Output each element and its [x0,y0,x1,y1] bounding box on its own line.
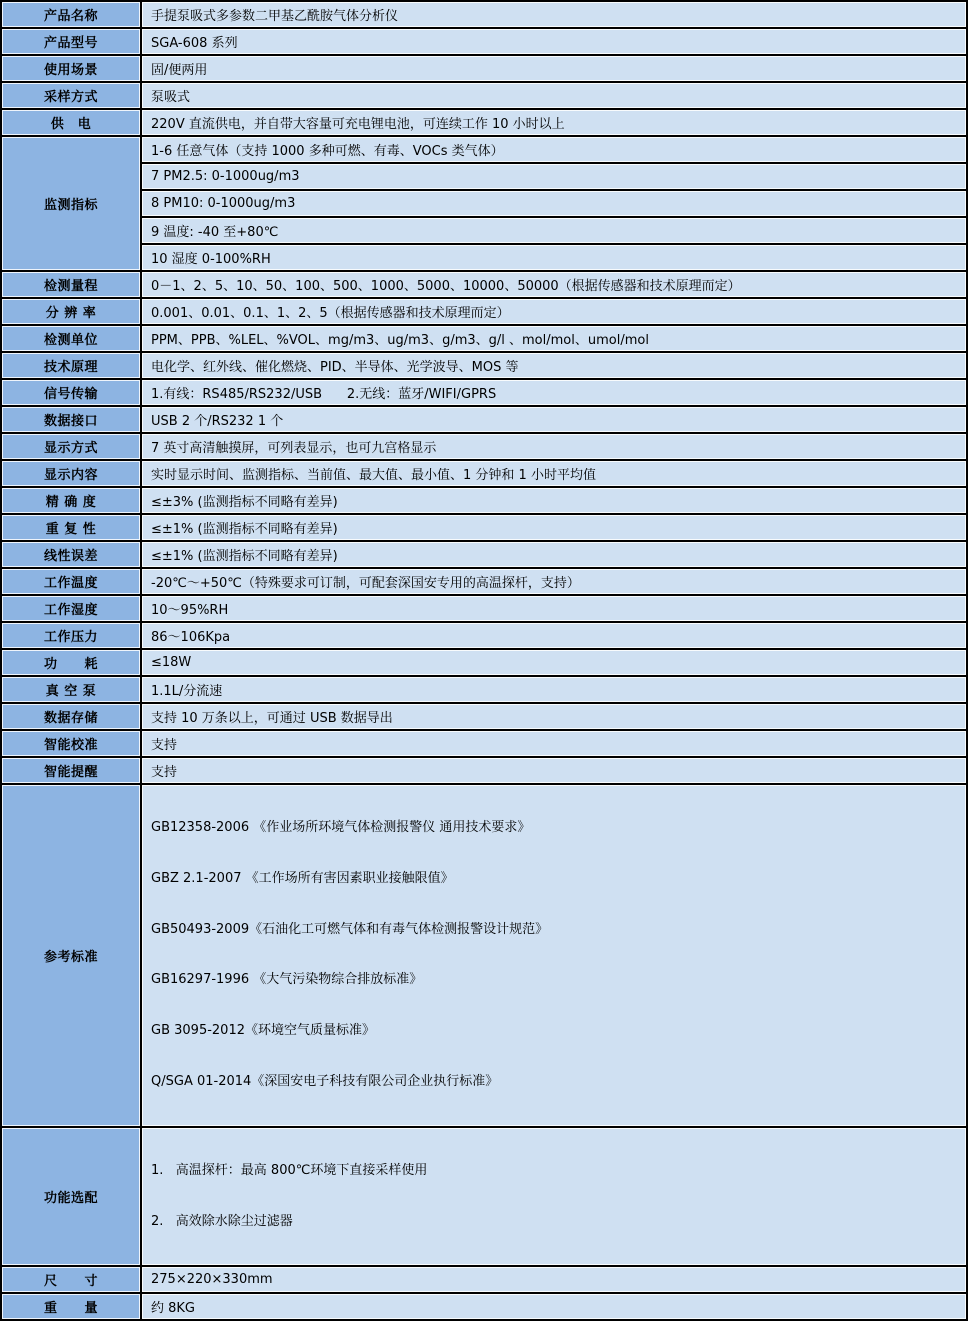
value-weight: 约 8KG [141,1293,967,1320]
value-reference-standards [141,784,967,1127]
value-usage-scenario: 固/便两用 [141,55,967,82]
label-vacuum-pump: 真 空 泵 [1,676,141,703]
table-row [1,1293,967,1320]
label-smart-calibration: 智能校准 [1,730,141,757]
label-data-interface: 数据接口 [1,406,141,433]
value-vacuum-pump: 1.1L/分流速 [141,676,967,703]
value-working-humidity: 10～95%RH [141,595,967,622]
table-row [1,190,967,217]
table-row [1,379,967,406]
table-row [1,1127,967,1267]
label-accuracy: 精 确 度 [1,487,141,514]
value-display-mode: 7 英寸高清触摸屏，可列表显示，也可九宫格显示 [141,433,967,460]
value-monitoring-gas: 1-6 任意气体（支持 1000 多种可燃、有毒、VOCs 类气体） [141,136,967,163]
value-smart-reminder: 支持 [141,757,967,784]
table-row [1,433,967,460]
label-smart-reminder: 智能提醒 [1,757,141,784]
label-data-storage: 数据存储 [1,703,141,730]
value-working-pressure: 86～106Kpa [141,622,967,649]
value-optional-functions [141,1127,967,1267]
value-sampling-method: 泵吸式 [141,82,967,109]
table-row [1,55,967,82]
table-row [1,676,967,703]
value-resolution: 0.001、0.01、0.1、1、2、5（根据传感器和技术原理而定） [141,298,967,325]
label-signal-transmission: 信号传输 [1,379,141,406]
table-row [1,568,967,595]
table-row [1,82,967,109]
value-technical-principle: 电化学、红外线、催化燃烧、PID、半导体、光学波导、MOS 等 [141,352,967,379]
label-dimensions: 尺 寸 [1,1266,141,1293]
reference-standard-item: GB 3095-2012《环境空气质量标准》 [151,1023,375,1039]
label-display-content: 显示内容 [1,460,141,487]
value-data-interface: USB 2 个/RS232 1 个 [141,406,967,433]
value-signal-transmission: 1.有线：RS485/RS232/USB 2.无线：蓝牙/WIFI/GPRS [141,379,967,406]
table-row [1,352,967,379]
table-row [1,514,967,541]
value-detection-range: 0－1、2、5、10、50、100、500、1000、5000、10000、50000（根据传感器和技术原理而定） [141,271,967,298]
optional-function-item: 1. 高温探杆：最高 800℃环境下直接采样使用 [151,1162,428,1178]
value-power-consumption: ≤18W [141,649,967,676]
table-row [1,703,967,730]
reference-standard-item: Q/SGA 01-2014《深国安电子科技有限公司企业执行标准》 [151,1073,499,1089]
table-row [1,595,967,622]
value-accuracy: ≤±3% (监测指标不同略有差异) [141,487,967,514]
value-linearity-error: ≤±1% (监测指标不同略有差异) [141,541,967,568]
label-detection-unit: 检测单位 [1,325,141,352]
table-row [1,730,967,757]
table-row [1,406,967,433]
label-working-humidity: 工作湿度 [1,595,141,622]
label-weight: 重 量 [1,1293,141,1320]
label-usage-scenario: 使用场景 [1,55,141,82]
value-display-content: 实时显示时间、监测指标、当前值、最大值、最小值、1 分钟和 1 小时平均值 [141,460,967,487]
table-row [1,298,967,325]
table-row [1,784,967,1127]
label-working-pressure: 工作压力 [1,622,141,649]
value-monitoring-pm10: 8 PM10: 0-1000ug/m3 [141,190,967,217]
label-monitoring-indicators: 监测指标 [1,136,141,271]
value-product-model: SGA-608 系列 [141,28,967,55]
reference-standard-item: GB16297-1996 《大气污染物综合排放标准》 [151,972,423,988]
value-monitoring-humidity: 10 湿度 0-100%RH [141,244,967,271]
table-row [1,28,967,55]
label-linearity-error: 线性误差 [1,541,141,568]
reference-standard-item: GB12358-2006 《作业场所环境气体检测报警仪 通用技术要求》 [151,820,531,835]
table-row [1,757,967,784]
value-power-supply: 220V 直流供电，并自带大容量可充电锂电池，可连续工作 10 小时以上 [141,109,967,136]
value-product-name: 手提泵吸式多参数二甲基乙酰胺气体分析仪 [141,1,967,28]
label-detection-range: 检测量程 [1,271,141,298]
label-power-supply: 供 电 [1,109,141,136]
table-row [1,649,967,676]
table-row [1,163,967,190]
value-data-storage: 支持 10 万条以上，可通过 USB 数据导出 [141,703,967,730]
label-optional-functions: 功能选配 [1,1127,141,1267]
table-row [1,1266,967,1293]
value-detection-unit: PPM、PPB、%LEL、%VOL、mg/m3、ug/m3、g/m3、g/l 、mol/mol、umol/mol [141,325,967,352]
value-monitoring-temperature: 9 温度: -40 至+80℃ [141,217,967,244]
optional-function-item: 2. 高效除水除尘过滤器 [151,1213,293,1229]
label-reference-standards: 参考标准 [1,784,141,1127]
label-product-model: 产品型号 [1,28,141,55]
table-row [1,136,967,163]
table-row [1,1,967,28]
table-row [1,244,967,271]
label-resolution: 分 辨 率 [1,298,141,325]
reference-standard-item: GBZ 2.1-2007 《工作场所有害因素职业接触限值》 [151,870,454,886]
table-row [1,217,967,244]
value-working-temperature: -20℃～+50℃（特殊要求可订制，可配套深国安专用的高温探杆，支持） [141,568,967,595]
label-display-mode: 显示方式 [1,433,141,460]
value-smart-calibration: 支持 [141,730,967,757]
label-working-temperature: 工作温度 [1,568,141,595]
table-row [1,325,967,352]
label-product-name: 产品名称 [1,1,141,28]
reference-standard-item: GB50493-2009《石油化工可燃气体和有毒气体检测报警设计规范》 [151,921,549,937]
table-row [1,109,967,136]
label-sampling-method: 采样方式 [1,82,141,109]
table-row [1,487,967,514]
table-row [1,622,967,649]
table-row [1,460,967,487]
label-repeatability: 重 复 性 [1,514,141,541]
table-row [1,271,967,298]
table-row [1,541,967,568]
label-technical-principle: 技术原理 [1,352,141,379]
value-monitoring-pm25: 7 PM2.5: 0-1000ug/m3 [141,163,967,190]
value-dimensions: 275×220×330mm [141,1266,967,1293]
label-power-consumption: 功 耗 [1,649,141,676]
value-repeatability: ≤±1% (监测指标不同略有差异) [141,514,967,541]
